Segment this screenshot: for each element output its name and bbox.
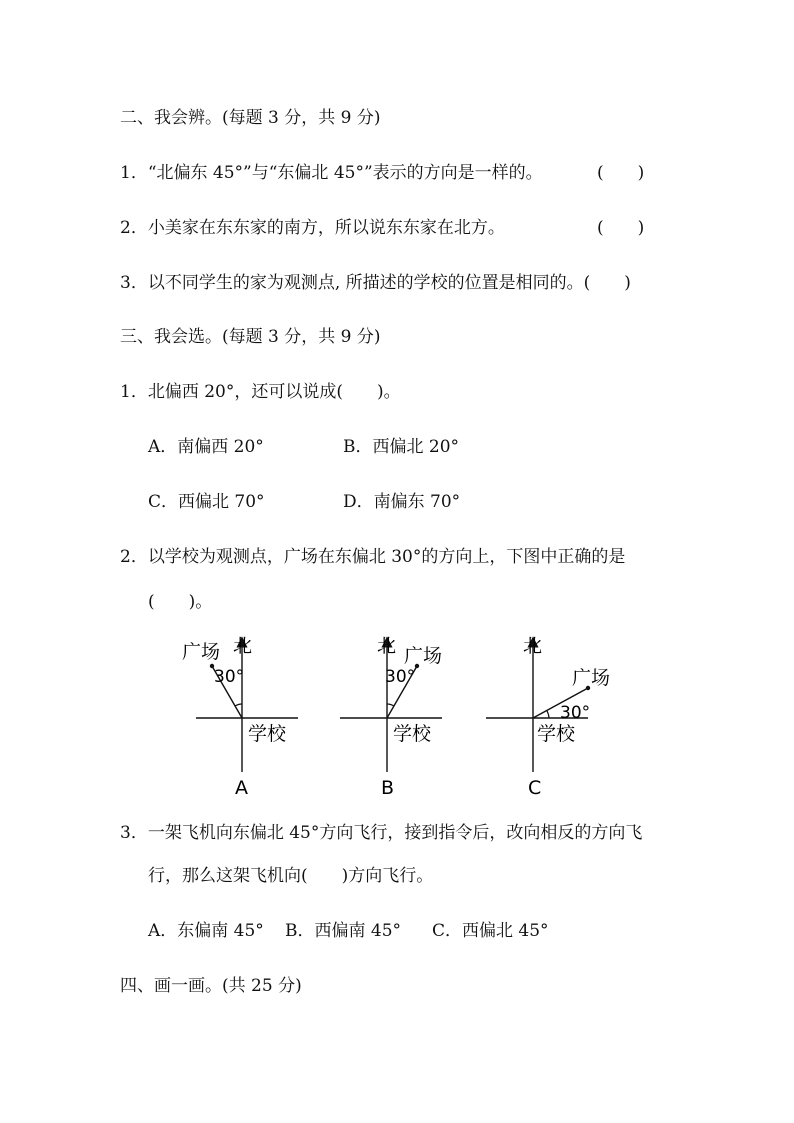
diagram-b-letter: B [381,777,395,799]
s3-question-2-line-2: ( )。 [148,592,213,612]
section-4-heading: 四、画一画。(共 25 分) [120,976,302,996]
direction-diagrams [0,620,794,820]
s3-q1-option-d[interactable]: D．南偏东 70° [343,492,461,512]
diagram-b-plaza-label: 广场 [404,645,443,667]
diagram-c-letter: C [528,777,542,799]
s3-question-3-line-1: 3．一架飞机向东偏北 45°方向飞行，接到指令后，改向相反的方向飞 [120,823,643,843]
s2-question-1: 1．“北偏东 45°”与“东偏北 45°”表示的方向是一样的。 [120,163,543,183]
s3-q3-option-b[interactable]: B．西偏南 45° [285,921,402,941]
diagram-c-north-label: 北 [523,635,543,657]
s3-q1-option-c[interactable]: C．西偏北 70° [148,492,265,512]
diagram-c-angle-label: 30° [560,703,591,723]
s3-q3-option-a[interactable]: A．东偏南 45° [148,921,264,941]
diagram-c-plaza-label: 广场 [572,667,611,689]
s2-question-3: 3．以不同学生的家为观测点, 所描述的学校的位置是相同的。( ) [120,273,631,293]
diagram-a-letter: A [235,777,248,799]
diagram-a-north-label: 北 [233,635,253,657]
s3-q3-option-c[interactable]: C．西偏北 45° [432,921,549,941]
diagram-a-school-label: 学校 [248,723,287,745]
s3-q1-option-a[interactable]: A．南偏西 20° [148,437,264,457]
diagram-a[interactable] [182,635,298,799]
diagram-b-north-label: 北 [377,635,397,657]
diagram-a-plaza-label: 广场 [182,641,221,663]
section-2-heading: 二、我会辨。(每题 3 分，共 9 分) [120,108,381,128]
diagram-b[interactable] [340,635,442,799]
diagram-b-angle-label: 30° [385,667,416,687]
diagram-a-angle-label: 30° [214,667,245,687]
s3-question-2-line-1: 2．以学校为观测点，广场在东偏北 30°的方向上，下图中正确的是 [120,547,626,567]
s2-q2-answer-blank[interactable]: ( ) [597,218,645,238]
diagram-c[interactable] [486,635,610,799]
diagram-b-school-label: 学校 [393,723,432,745]
s3-question-3-line-2: 行，那么这架飞机向( )方向飞行。 [148,866,434,886]
s3-question-1: 1．北偏西 20°，还可以说成( )。 [120,382,401,402]
section-3-heading: 三、我会选。(每题 3 分，共 9 分) [120,327,381,347]
s3-q1-option-b[interactable]: B．西偏北 20° [343,437,460,457]
s2-question-2: 2．小美家在东东家的南方，所以说东东家在北方。 [120,218,505,238]
diagram-c-school-label: 学校 [537,723,576,745]
s2-q1-answer-blank[interactable]: ( ) [597,163,645,183]
